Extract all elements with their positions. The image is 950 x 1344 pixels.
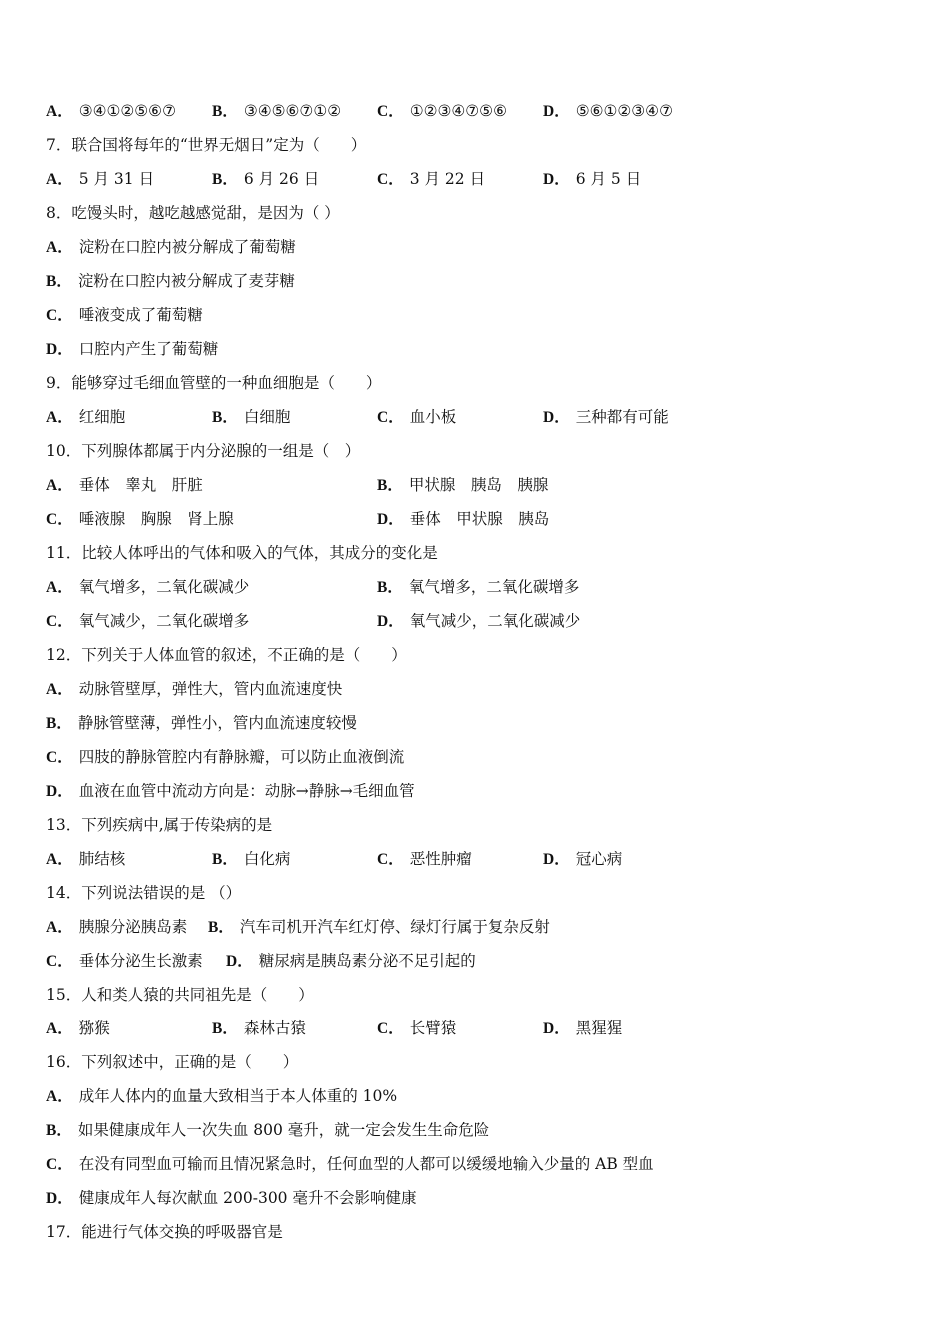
q15-option-c: C． 长臂猿 — [377, 1019, 457, 1037]
q6-option-d: D． ⑤⑥①②③④⑦ — [543, 102, 673, 120]
q7-option-d: D． 6 月 5 日 — [543, 170, 642, 188]
q12-option-a: A． 动脉管壁厚，弹性大，管内血流速度快 — [46, 680, 343, 698]
q11-option-a: A． 氧气增多，二氧化碳减少 — [46, 578, 250, 596]
q6-option-a: A． ③④①②⑤⑥⑦ — [46, 102, 176, 120]
q9-option-a: A． 红细胞 — [46, 408, 126, 426]
q7-stem: 7．联合国将每年的“世界无烟日”定为（ ） — [46, 136, 367, 154]
q13-option-c: C． 恶性肿瘤 — [377, 850, 472, 868]
q9-option-b: B． 白细胞 — [212, 408, 291, 426]
q14-option-d: D． 糖尿病是胰岛素分泌不足引起的 — [226, 952, 476, 970]
q10-option-a: A． 垂体 睾丸 肝脏 — [46, 476, 203, 494]
q8-option-a: A． 淀粉在口腔内被分解成了葡萄糖 — [46, 238, 296, 256]
q7-option-a: A． 5 月 31 日 — [46, 170, 155, 188]
q16-option-a: A． 成年人体内的血量大致相当于本人体重的 10% — [46, 1087, 398, 1105]
q15-stem: 15．人和类人猿的共同祖先是（ ） — [46, 986, 314, 1004]
q6-option-b: B． ③④⑤⑥⑦①② — [212, 102, 342, 120]
q15-option-a: A． 猕猴 — [46, 1019, 110, 1037]
q16-option-b: B． 如果健康成年人一次失血 800 毫升，就一定会发生生命危险 — [46, 1121, 490, 1139]
q13-option-d: D． 冠心病 — [543, 850, 623, 868]
q14-option-a: A． 胰腺分泌胰岛素 — [46, 918, 188, 936]
q6-option-c: C． ①②③④⑦⑤⑥ — [377, 102, 507, 120]
q8-stem: 8．吃馒头时，越吃越感觉甜，是因为（ ） — [46, 204, 340, 222]
q16-stem: 16．下列叙述中，正确的是（ ） — [46, 1053, 299, 1071]
q12-option-b: B． 静脉管壁薄，弹性小，管内血流速度较慢 — [46, 714, 357, 732]
q8-option-b: B． 淀粉在口腔内被分解成了麦芽糖 — [46, 272, 295, 290]
q15-option-b: B． 森林古猿 — [212, 1019, 306, 1037]
q10-stem: 10．下列腺体都属于内分泌腺的一组是（ ） — [46, 442, 361, 460]
q7-option-c: C． 3 月 22 日 — [377, 170, 486, 188]
q9-option-d: D． 三种都有可能 — [543, 408, 669, 426]
q14-option-b: B． 汽车司机开汽车红灯停、绿灯行属于复杂反射 — [208, 918, 550, 936]
q13-stem: 13．下列疾病中,属于传染病的是 — [46, 816, 273, 834]
q13-option-b: B． 白化病 — [212, 850, 291, 868]
q11-option-d: D． 氧气减少，二氧化碳减少 — [377, 612, 581, 630]
q13-option-a: A． 肺结核 — [46, 850, 126, 868]
q12-option-c: C． 四肢的静脉管腔内有静脉瓣，可以防止血液倒流 — [46, 748, 405, 766]
q10-option-c: C． 唾液腺 胸腺 肾上腺 — [46, 510, 234, 528]
q11-stem: 11．比较人体呼出的气体和吸入的气体，其成分的变化是 — [46, 544, 438, 562]
q9-stem: 9．能够穿过毛细血管壁的一种血细胞是（ ） — [46, 374, 382, 392]
q12-stem: 12．下列关于人体血管的叙述，不正确的是（ ） — [46, 646, 407, 664]
q16-option-c: C． 在没有同型血可输而且情况紧急时，任何血型的人都可以缓缓地输入少量的 AB 型血 — [46, 1155, 654, 1173]
q14-option-c: C． 垂体分泌生长激素 — [46, 952, 203, 970]
q16-option-d: D． 健康成年人每次献血 200-300 毫升不会影响健康 — [46, 1189, 417, 1207]
q17-stem: 17．能进行气体交换的呼吸器官是 — [46, 1223, 283, 1241]
q10-option-d: D． 垂体 甲状腺 胰岛 — [377, 510, 550, 528]
q11-option-b: B． 氧气增多，二氧化碳增多 — [377, 578, 580, 596]
q7-option-b: B． 6 月 26 日 — [212, 170, 320, 188]
q11-option-c: C． 氧气减少，二氧化碳增多 — [46, 612, 250, 630]
q15-option-d: D． 黑猩猩 — [543, 1019, 623, 1037]
q12-option-d: D． 血液在血管中流动方向是：动脉→静脉→毛细血管 — [46, 782, 415, 800]
q8-option-d: D． 口腔内产生了葡萄糖 — [46, 340, 219, 358]
q8-option-c: C． 唾液变成了葡萄糖 — [46, 306, 203, 324]
q14-stem: 14．下列说法错误的是 （） — [46, 884, 242, 902]
q10-option-b: B． 甲状腺 胰岛 胰腺 — [377, 476, 549, 494]
q9-option-c: C． 血小板 — [377, 408, 457, 426]
